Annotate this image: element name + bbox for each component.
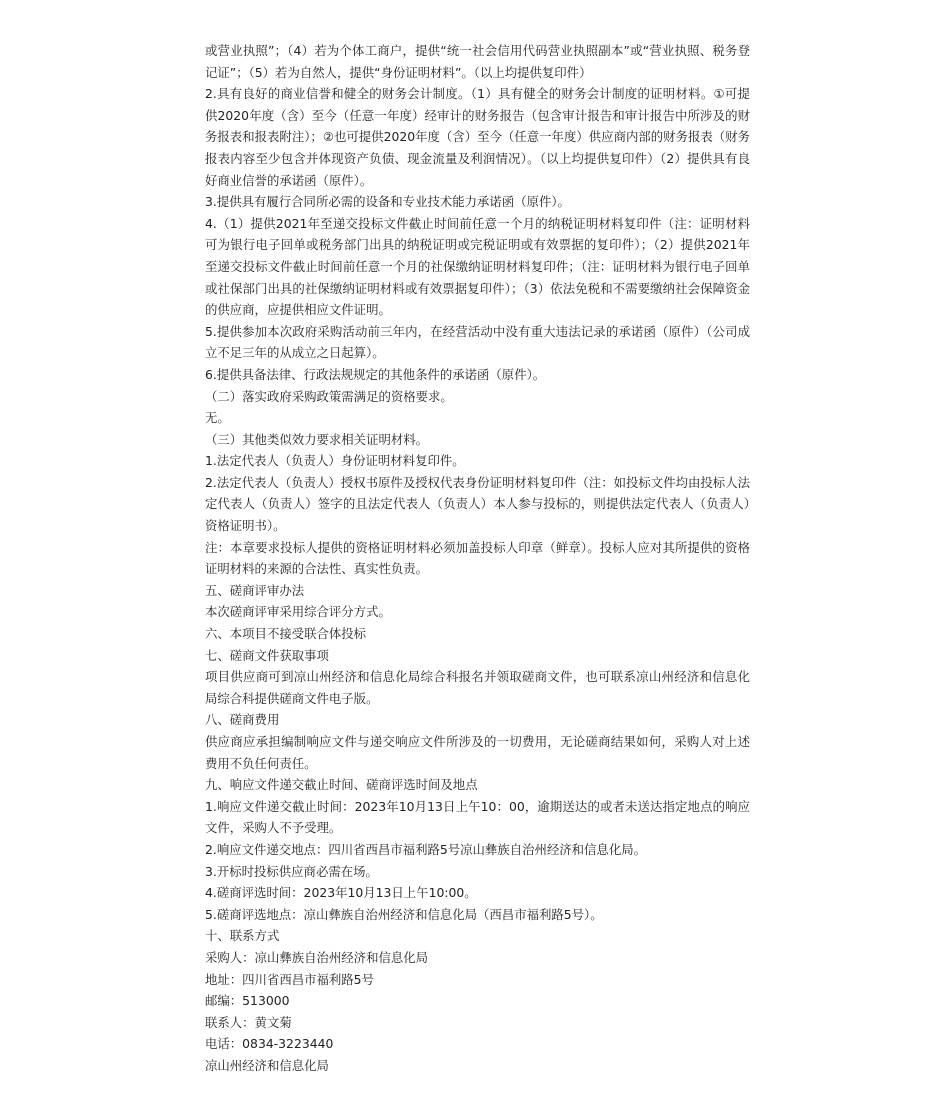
equipment-commitment: 3.提供具有履行合同所必需的设备和专业技术能力承诺函（原件）。 (205, 194, 570, 210)
document-body (205, 40, 750, 1077)
policy-requirement-none: 无。 (205, 410, 230, 426)
policy-requirement-heading: （二）落实政府采购政策需满足的资格要求。 (205, 388, 453, 404)
contact-address: 地址：四川省西昌市福利路5号 (205, 971, 374, 987)
legal-rep-authorization: 2.法定代表人（负责人）授权书原件及授权代表身份证明材料复印件（注：如投标文件均由投标人法定代表人（负责人）签字的且法定代表人（负责人）本人参与投标的，则提供法定代表人（负责人）资格证明书）。 (205, 474, 750, 534)
section-six-heading: 六、本项目不接受联合体投标 (205, 626, 367, 642)
contact-postcode: 邮编：513000 (205, 993, 290, 1009)
evaluation-time: 4.磋商评选时间：2023年10月13日上午10:00。 (205, 885, 477, 901)
section-eight-heading: 八、磋商费用 (205, 712, 280, 728)
other-conditions-commitment: 6.提供具备法律、行政法规规定的其他条件的承诺函（原件）。 (205, 366, 546, 382)
submission-deadline: 1.响应文件递交截止时间：2023年10月13日上午10：00，逾期送达的或者未送达指定地点的响应文件，采购人不予受理。 (205, 798, 750, 836)
attendance-required: 3.开标时投标供应商必需在场。 (205, 863, 378, 879)
legal-rep-id: 1.法定代表人（负责人）身份证明材料复印件。 (205, 453, 465, 469)
issuer-signature: 凉山州经济和信息化局 (205, 1057, 329, 1073)
seal-note: 注：本章要求投标人提供的资格证明材料必须加盖投标人印章（鲜章）。投标人应对其所提供的资格证明材料的来源的合法性、真实性负责。 (205, 539, 750, 577)
evaluation-location: 5.磋商评选地点：凉山彝族自治州经济和信息化局（西昌市福利路5号）。 (205, 906, 603, 922)
submission-location: 2.响应文件递交地点：四川省西昌市福利路5号凉山彝族自治州经济和信息化局。 (205, 841, 646, 857)
evaluation-method: 本次磋商评审采用综合评分方式。 (205, 604, 391, 620)
financial-system-requirement: 2.具有良好的商业信誉和健全的财务会计制度。（1）具有健全的财务会计制度的证明材料。①可提供2020年度（含）至今（任意一年度）经审计的财务报告（包含审计报告和审计报告中所涉及的财务报表和报表附注）；②也可提供2020年度（含）至今（任意一年度）供应商内部的财务报表（财务报表内容至少包含并体现资产负债、现金流量及利润情况）。（以上均提供复印件）（2）提供具有良好商业信誉的承诺函（原件）。 (205, 86, 750, 188)
cost-statement: 供应商应承担编制响应文件与递交响应文件所涉及的一切费用，无论磋商结果如何，采购人对上述费用不负任何责任。 (205, 734, 750, 771)
contact-phone: 电话：0834-3223440 (205, 1036, 334, 1052)
no-violation-commitment: 5.提供参加本次政府采购活动前三年内，在经营活动中没有重大违法记录的承诺函（原件）（公司成立不足三年的从成立之日起算）。 (205, 323, 750, 361)
document-acquisition: 项目供应商可到凉山州经济和信息化局综合科报名并领取磋商文件，也可联系凉山州经济和信息化局综合科提供磋商文件电子版。 (205, 669, 750, 706)
other-materials-heading: （三）其他类似效力要求相关证明材料。 (205, 431, 429, 447)
qualification-continuation: 或营业执照”；（4）若为个体工商户，提供“统一社会信用代码营业执照副本”或“营业执照、税务登记证”；（5）若为自然人，提供“身份证明材料”。（以上均提供复印件） (205, 43, 750, 80)
section-nine-heading: 九、响应文件递交截止时间、磋商评选时间及地点 (205, 777, 478, 793)
section-seven-heading: 七、磋商文件获取事项 (205, 647, 329, 663)
contact-purchaser: 采购人：凉山彝族自治州经济和信息化局 (205, 949, 429, 965)
section-ten-heading: 十、联系方式 (205, 928, 280, 944)
contact-person: 联系人：黄文菊 (205, 1014, 292, 1030)
section-five-heading: 五、磋商评审办法 (205, 582, 305, 598)
tax-social-security-requirement: 4.（1）提供2021年至递交投标文件截止时间前任意一个月的纳税证明材料复印件（注：证明材料可为银行电子回单或税务部门出具的纳税证明或完税证明或有效票据的复印件）；（2）提供2021年至递交投标文件截止时间前任意一个月的社保缴纳证明材料复印件；（注：证明材料为银行电子回单或社保部门出具的社保缴纳证明材料或有效票据复印件）；（3）依法免税和不需要缴纳社会保障资金的供应商，应提供相应文件证明。 (205, 215, 750, 318)
